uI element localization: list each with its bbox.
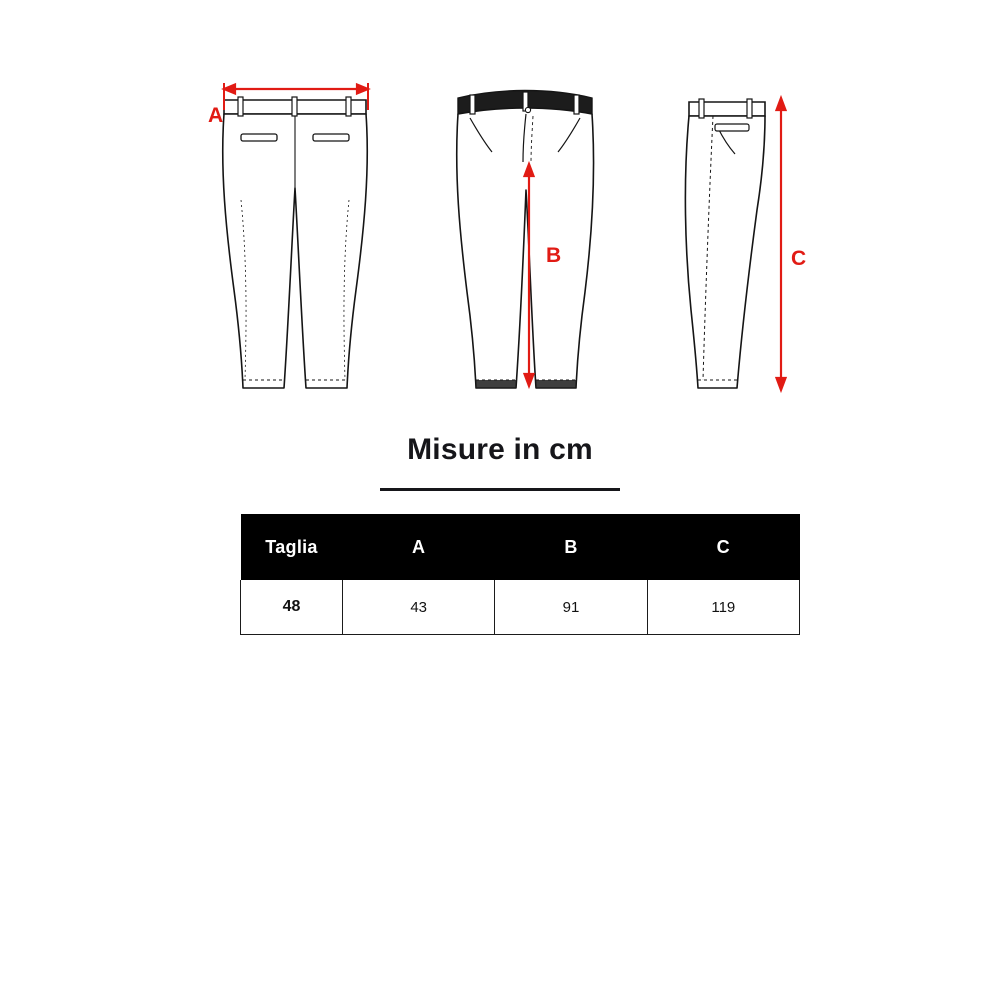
size-table-wrap — [240, 514, 800, 635]
garment-side-view — [665, 80, 835, 400]
garment-back-view — [210, 80, 380, 400]
cell-size: 48 — [241, 580, 343, 635]
table-row — [241, 580, 800, 635]
garment-diagram — [0, 0, 1000, 420]
table-header-row — [241, 514, 800, 580]
measure-label-a: A — [208, 104, 224, 127]
table-header-size: Taglia — [241, 514, 343, 580]
measure-label-c: C — [791, 247, 807, 270]
table-header-a: A — [343, 514, 495, 580]
measure-label-b: B — [546, 244, 562, 267]
title-divider — [380, 488, 620, 491]
table-header-c: C — [647, 514, 799, 580]
size-table — [240, 514, 800, 635]
cell-c: 119 — [647, 580, 799, 635]
cell-a: 43 — [343, 580, 495, 635]
cell-b: 91 — [495, 580, 647, 635]
garment-front-view — [440, 80, 610, 400]
page-title: Misure in cm — [407, 433, 593, 466]
title-block — [0, 432, 1000, 491]
table-header-b: B — [495, 514, 647, 580]
